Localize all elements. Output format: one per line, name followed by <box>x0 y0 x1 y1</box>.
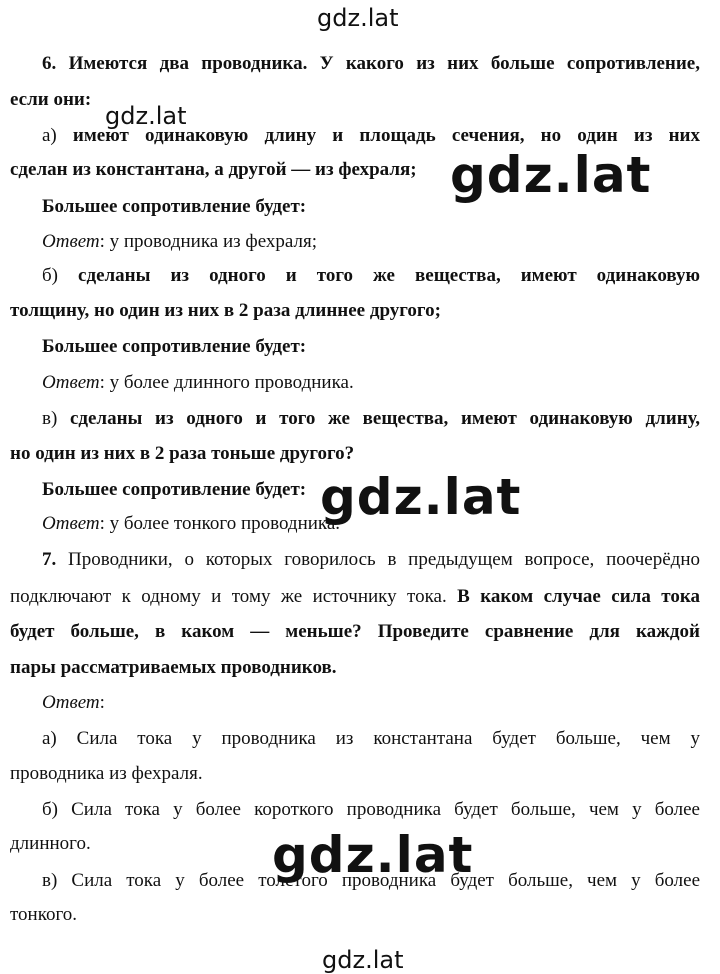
answer-label: Ответ <box>42 513 100 534</box>
item-c-condition-text: сделаны из одного и того же вещества, имеют одинаковую длину, <box>69 408 700 429</box>
item-a-condition <box>42 124 700 148</box>
item-c-prefix: в) <box>42 408 70 429</box>
answer-line <box>42 691 700 715</box>
answer-line <box>42 230 700 254</box>
question-7-bold-text: В каком случае сила тока <box>457 586 700 607</box>
watermark-top: gdz.lat <box>317 4 399 32</box>
question-6-line: если они: <box>10 89 92 110</box>
item-b-condition: толщину, но один из них в 2 раза длиннее другого; <box>10 300 441 321</box>
question-7-number: 7. <box>42 549 57 570</box>
answer-text: : у более длинного проводника. <box>99 372 354 393</box>
answer-7b-line: б) Сила тока у более короткого проводника будет больше, чем у более <box>42 799 700 820</box>
question-7-text: подключают к одному и тому же источнику тока. <box>10 586 458 607</box>
item-b-prefix: б) <box>42 265 79 286</box>
answer-7a-line: проводника из фехраля. <box>10 763 203 784</box>
item-a-condition-text: имеют одинаковую длину и площадь сечения, но один из них <box>72 125 700 146</box>
item-b-condition-text: сделаны из одного и того же вещества, имеют одинаковую <box>78 265 700 286</box>
answer-label: Ответ <box>42 692 100 713</box>
item-a-prefix: а) <box>42 125 73 146</box>
resistance-label: Большее сопротивление будет: <box>42 196 307 217</box>
question-7-line <box>10 585 700 609</box>
resistance-label: Большее сопротивление будет: <box>42 336 307 357</box>
answer-7c-line: тонкого. <box>10 904 78 925</box>
resistance-label: Большее сопротивление будет: <box>42 479 307 500</box>
answer-label: Ответ <box>42 231 100 252</box>
question-7-line <box>42 548 700 572</box>
question-7-line: будет больше, в каком — меньше? Проведите сравнение для каждой <box>10 621 700 642</box>
item-b-condition <box>42 264 700 288</box>
answer-label: Ответ <box>42 372 100 393</box>
answer-7b-line: длинного. <box>10 833 91 854</box>
question-7-line: пары рассматриваемых проводников. <box>10 657 337 678</box>
answer-text: : у более тонкого проводника. <box>99 513 341 534</box>
question-7-text: Проводники, о которых говорилось в предыдущем вопросе, поочерёдно <box>56 549 700 570</box>
item-c-condition: но один из них в 2 раза тоньше другого? <box>10 443 355 464</box>
answer-colon: : <box>99 692 105 713</box>
answer-7c-line: в) Сила тока у более толстого проводника будет больше, чем у более <box>42 870 700 891</box>
answer-line <box>42 512 700 536</box>
watermark-small: gdz.lat <box>105 102 187 130</box>
answer-7a-line: а) Сила тока у проводника из константана будет больше, чем у <box>42 728 700 749</box>
answer-text: : у проводника из фехраля; <box>99 231 317 252</box>
watermark-large: gdz.lat <box>450 146 652 204</box>
question-6-line: 6. Имеются два проводника. У какого из них больше сопротивление, <box>42 53 700 74</box>
item-c-condition <box>42 407 700 431</box>
item-a-condition: сделан из константана, а другой — из фехраля; <box>10 159 417 180</box>
answer-line <box>42 371 700 395</box>
watermark-large: gdz.lat <box>320 468 522 526</box>
watermark-large: gdz.lat <box>272 826 474 884</box>
watermark-bottom: gdz.lat <box>322 946 404 974</box>
